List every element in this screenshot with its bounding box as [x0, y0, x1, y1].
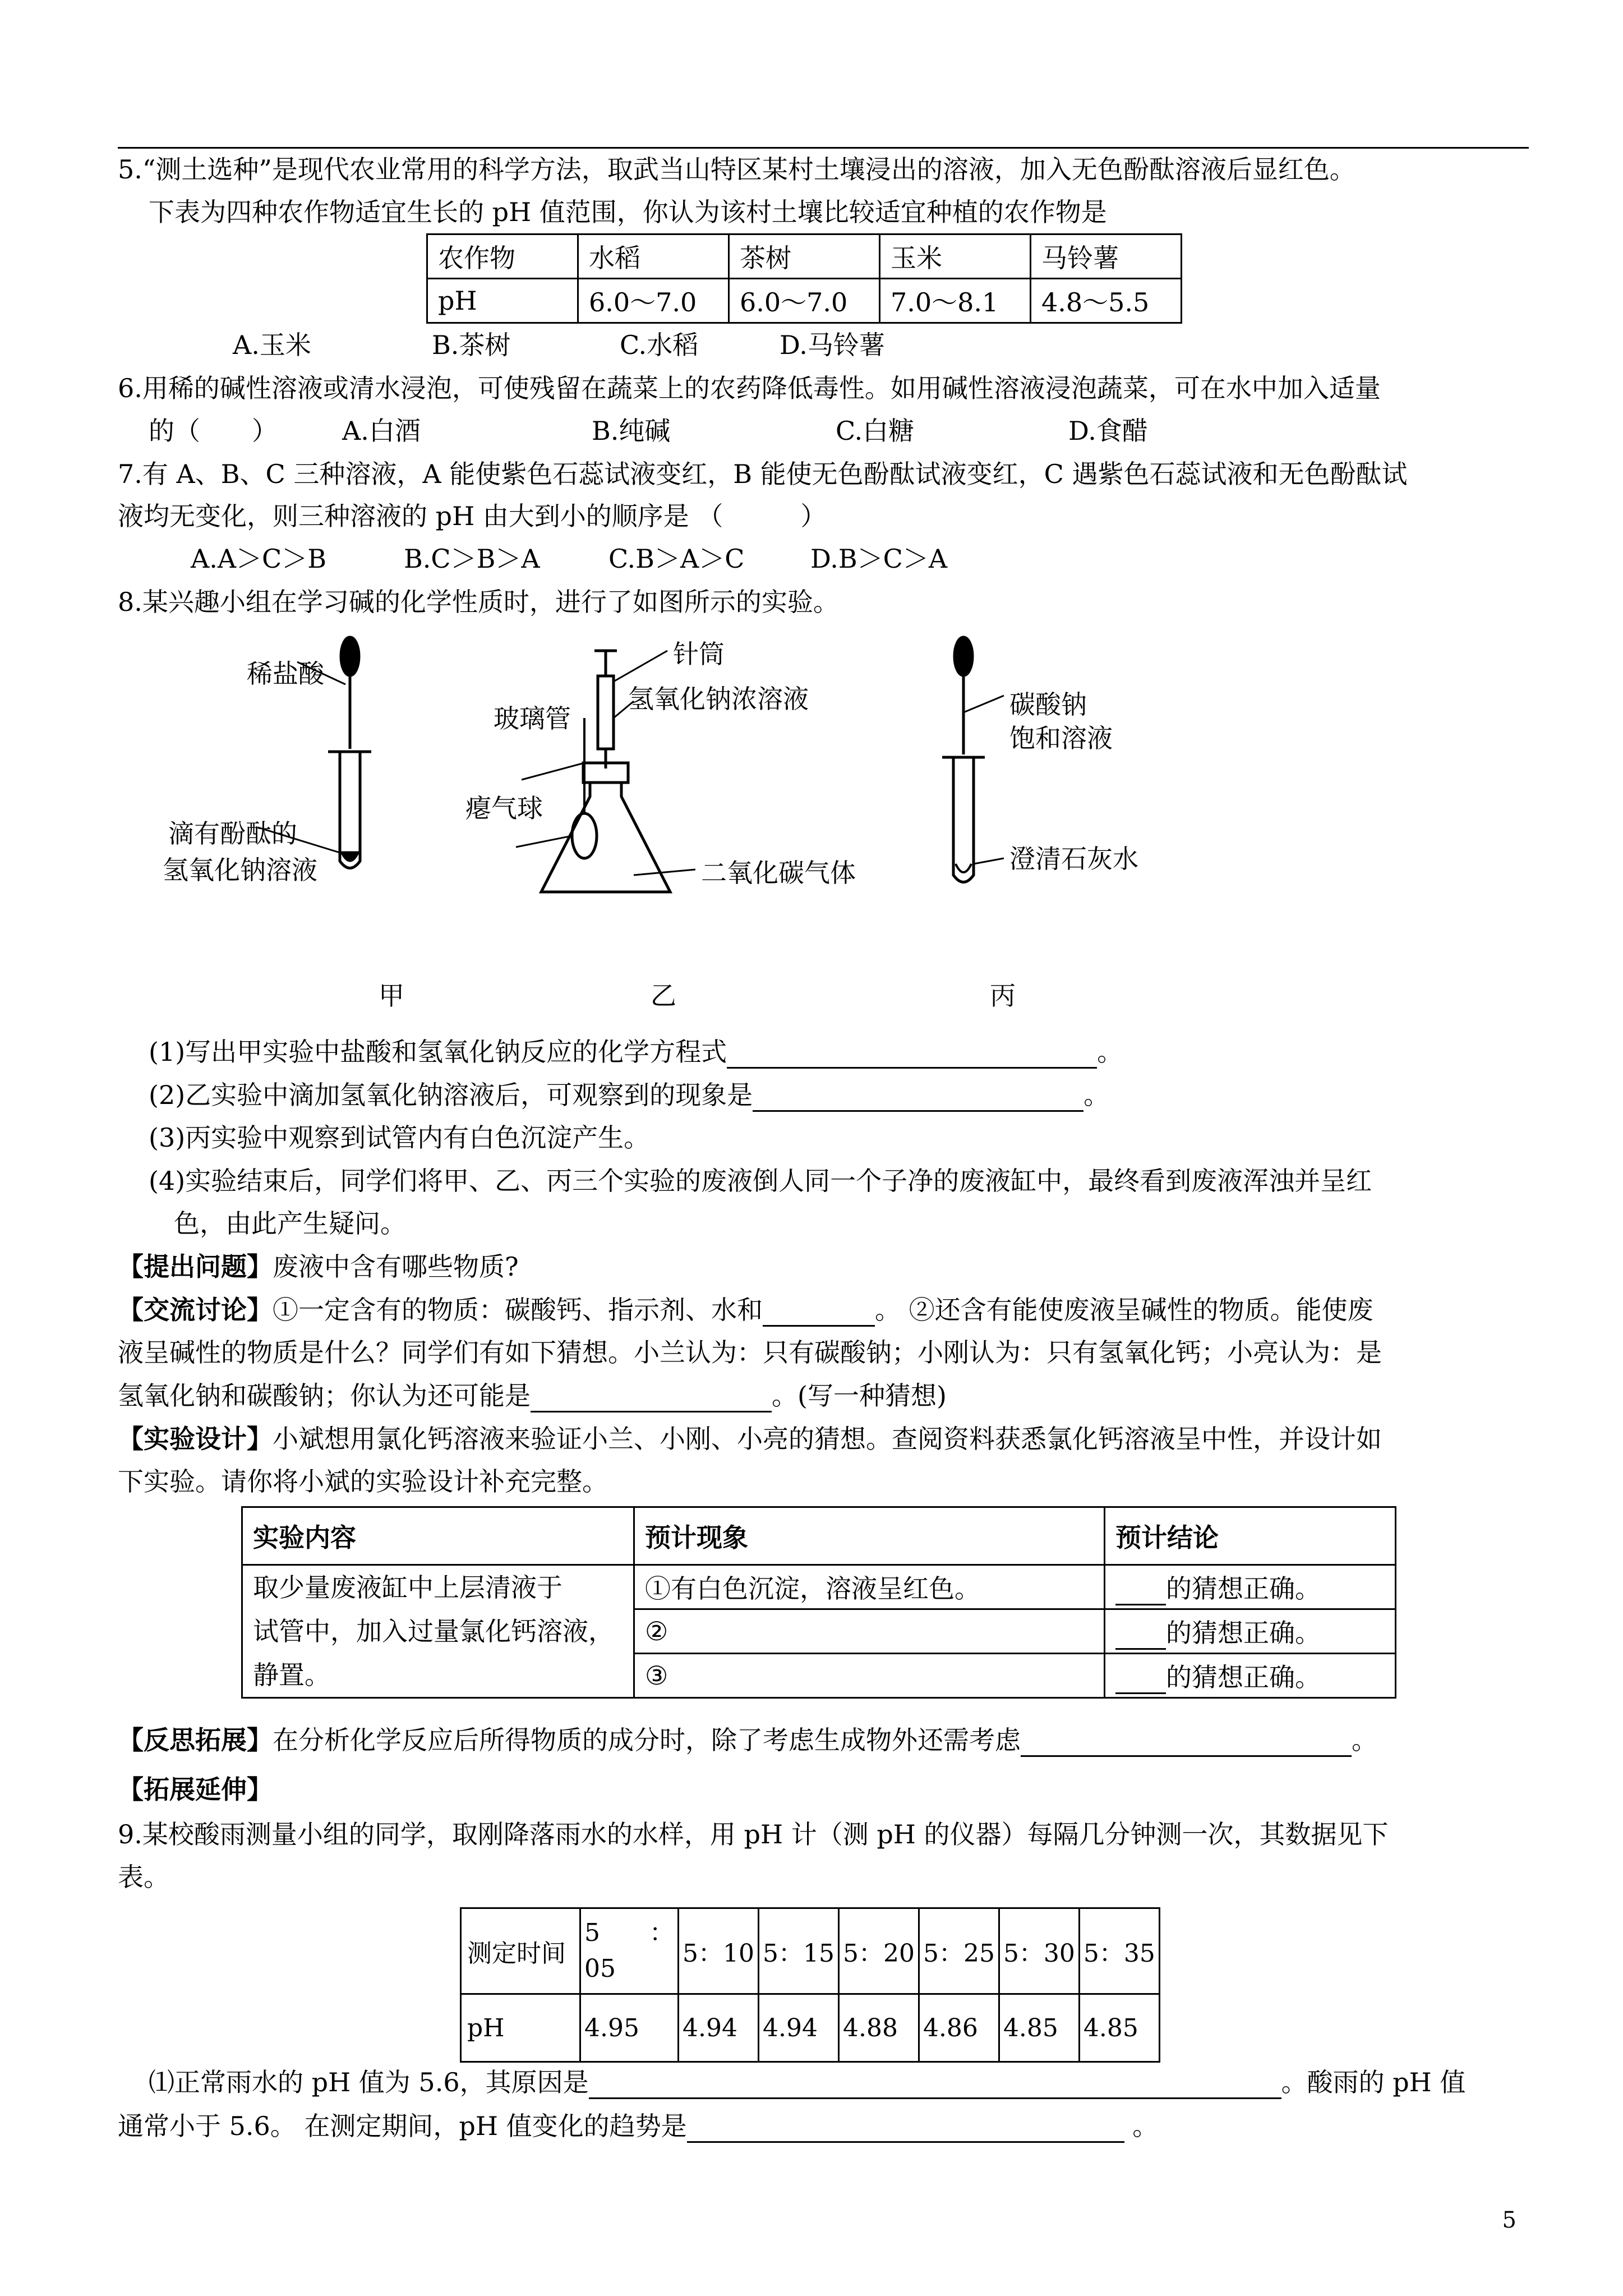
table-cell: 4.85 [999, 1994, 1079, 2062]
label-naoh-solution: 氢氧化钠溶液 [163, 855, 317, 885]
table-row [461, 1908, 1160, 1994]
table-cell: 7.0～8.1 [880, 279, 1031, 323]
table-cell: 4.85 [1079, 1994, 1159, 2062]
label-saturated-solution: 饱和溶液 [1009, 723, 1113, 753]
table-cell: 5：15 [758, 1908, 838, 1994]
q9-sub2-text: 通常小于 5.6。 在测定期间，pH 值变化的趋势是 [118, 2111, 687, 2141]
discuss-text: ①一定含有的物质：碳酸钙、指示剂、水和 [273, 1295, 763, 1325]
q6-option-b: B.纯碱 [592, 416, 671, 446]
period: 。 [1083, 1080, 1110, 1110]
q7-line1: 7.有 A、B、C 三种溶液，A 能使紫色石蕊试液变红，B 能使无色酚酞试液变红，C 遇紫色石蕊试液和无色酚酞试 [118, 459, 1408, 489]
table-cell: 5：35 [1079, 1908, 1159, 1994]
q6-option-a: A.白酒 [342, 416, 421, 446]
ask-text: 废液中含有哪些物质? [273, 1251, 519, 1282]
table-cell: 农作物 [427, 234, 578, 279]
q9-sub2 [118, 2109, 1158, 2143]
flask-yi [516, 718, 695, 892]
q8-design-table [241, 1506, 1396, 1699]
q8-sub1 [149, 1035, 1123, 1069]
label-limewater: 澄清石灰水 [1009, 844, 1138, 874]
table-cell: 5：10 [679, 1908, 759, 1994]
answer-blank[interactable] [589, 2069, 1281, 2099]
table-cell: 水稻 [578, 234, 729, 279]
table-cell: 4.86 [919, 1994, 999, 2062]
table-row [242, 1565, 1396, 1609]
caption-bing: 丙 [990, 981, 1016, 1011]
q8-intro: 8.某兴趣小组在学习碱的化学性质时，进行了如图所示的实验。 [118, 587, 839, 617]
section-head: 【反思拓展】 [118, 1725, 273, 1755]
table-cell: 4.8～5.5 [1031, 279, 1182, 323]
conclusion-cell [1105, 1565, 1396, 1609]
q8-design-line1 [118, 1422, 1382, 1456]
table-cell: 4.95 [580, 1994, 679, 2062]
table-cell: 4.94 [758, 1994, 838, 2062]
answer-blank[interactable] [727, 1039, 1097, 1069]
q6-line2: 的（ ） [149, 416, 278, 446]
conclusion-text: 的猜想正确。 [1166, 1662, 1321, 1692]
label-co2-gas: 二氧化碳气体 [701, 858, 856, 888]
discuss-text: 。(写一种猜想) [772, 1381, 947, 1411]
phenomenon-cell: ③ [634, 1654, 1105, 1698]
q5-line1: 5.“测土选种”是现代农业常用的科学方法，取武当山特区某村土壤浸出的溶液，加入无色酚酞溶液后显红色。 [118, 154, 1355, 185]
label-syringe: 针筒 [673, 639, 725, 669]
content-line: 试管中，加入过量氯化钙溶液， [253, 1616, 614, 1646]
content-line: 取少量废液缸中上层清液于 [253, 1572, 562, 1603]
table-cell: 4.94 [679, 1994, 759, 2062]
conclusion-text: 的猜想正确。 [1166, 1618, 1321, 1648]
q9-sub1 [149, 2065, 1465, 2099]
design-text: 小斌想用氯化钙溶液来验证小兰、小刚、小亮的猜想。查阅资料获悉氯化钙溶液呈中性，并设计如 [273, 1424, 1382, 1454]
q8-discuss-line2: 液呈碱性的物质是什么？同学们有如下猜想。小兰认为：只有碳酸钠；小刚认为：只有氢氧化钙；小亮认为：是 [118, 1337, 1382, 1368]
q7-option-b: B.C＞B＞A [404, 544, 540, 574]
label-dilute-hcl: 稀盐酸 [247, 659, 324, 689]
table-header: 预计结论 [1105, 1507, 1396, 1565]
answer-blank[interactable] [1115, 1623, 1166, 1650]
q9-sub1-text: ⑴正常雨水的 pH 值为 5.6，其原因是 [149, 2067, 589, 2097]
top-rule [118, 147, 1529, 149]
q8-ask [118, 1250, 519, 1283]
table-header: 预计现象 [634, 1507, 1105, 1565]
table-cell: 5：30 [999, 1908, 1079, 1994]
conclusion-cell [1105, 1654, 1396, 1698]
label-glass-tube: 玻璃管 [494, 703, 571, 734]
q5-option-a: A.玉米 [233, 330, 311, 360]
q9-line2: 表。 [118, 1862, 169, 1892]
q9-sub1-tail: 。酸雨的 pH 值 [1281, 2067, 1466, 2097]
section-head: 【实验设计】 [118, 1424, 273, 1454]
table-cell: 5：20 [838, 1908, 919, 1994]
time-part: 05 [584, 1954, 616, 1983]
table-cell: 马铃薯 [1031, 234, 1182, 279]
table-cell: pH [427, 279, 578, 323]
table-cell: 4.88 [838, 1994, 919, 2062]
table-cell: 玉米 [880, 234, 1031, 279]
table-row [427, 279, 1182, 323]
q8-experiment-figure [129, 628, 1183, 942]
conclusion-cell [1105, 1609, 1396, 1654]
caption-yi: 乙 [651, 981, 676, 1011]
q5-crop-table [426, 233, 1182, 324]
q8-discuss-line1 [118, 1293, 1373, 1327]
q5-line2: 下表为四种农作物适宜生长的 pH 值范围，你认为该村土壤比较适宜种植的农作物是 [149, 197, 1107, 227]
q8-discuss-line3 [118, 1379, 947, 1412]
table-header: 实验内容 [242, 1507, 634, 1565]
experiment-content-cell [242, 1565, 634, 1698]
q8-sub3: (3)丙实验中观察到试管内有白色沉淀产生。 [149, 1122, 650, 1153]
answer-blank[interactable] [687, 2113, 1124, 2143]
q7-option-a: A.A＞C＞B [191, 544, 327, 574]
table-cell: 5：25 [919, 1908, 999, 1994]
q6-line1: 6.用稀的碱性溶液或清水浸泡，可使残留在蔬菜上的农药降低毒性。如用碱性溶液浸泡蔬菜，可在水中加入适量 [118, 373, 1381, 403]
q9-ph-table [460, 1907, 1160, 2063]
page-number: 5 [1502, 2207, 1516, 2233]
content-line: 静置。 [253, 1660, 330, 1690]
table-row [427, 234, 1182, 279]
label-phenolphthalein: 滴有酚酞的 [168, 818, 297, 849]
period: 。 [1097, 1037, 1123, 1067]
table-cell: pH [461, 1994, 580, 2062]
q6-option-d: D.食醋 [1068, 416, 1148, 446]
q8-sub4-line1: (4)实验结束后，同学们将甲、乙、丙三个实验的废液倒人同一个子净的废液缸中，最终看到废液浑浊并呈红 [149, 1166, 1372, 1196]
answer-blank[interactable] [753, 1082, 1083, 1112]
period: 。 [1352, 1725, 1377, 1755]
table-cell: 6.0～7.0 [578, 279, 729, 323]
table-row [461, 1994, 1160, 2062]
answer-blank[interactable] [1115, 1579, 1166, 1605]
caption-jia: 甲 [379, 981, 404, 1011]
label-sodium-carbonate: 碳酸钠 [1009, 689, 1087, 720]
q5-option-d: D.马铃薯 [780, 330, 885, 360]
table-cell: 测定时间 [461, 1908, 580, 1994]
q9-sub2-tail: 。 [1124, 2111, 1159, 2141]
q8-design-line2: 下实验。请你将小斌的实验设计补充完整。 [118, 1466, 608, 1497]
q8-reflect [118, 1723, 1377, 1757]
q5-option-b: B.茶树 [432, 330, 511, 360]
q9-line1: 9.某校酸雨测量小组的同学，取刚降落雨水的水样，用 pH 计（测 pH 的仪器）每隔几分钟测一次，其数据见下 [118, 1819, 1389, 1849]
section-head: 【交流讨论】 [118, 1295, 273, 1325]
conclusion-text: 的猜想正确。 [1166, 1573, 1321, 1604]
dropper-bing [955, 637, 1004, 754]
phenomenon-cell: ② [634, 1609, 1105, 1654]
q5-option-c: C.水稻 [620, 330, 699, 360]
test-tube-bing [942, 757, 1004, 882]
q7-option-c: C.B＞A＞C [608, 544, 745, 574]
answer-blank[interactable] [1021, 1727, 1352, 1757]
q8-sub2-text: (2)乙实验中滴加氢氧化钠溶液后，可观察到的现象是 [149, 1080, 753, 1110]
time-part: 5 ： [584, 1918, 674, 1947]
section-head: 【提出问题】 [118, 1251, 273, 1282]
answer-blank[interactable] [531, 1383, 772, 1412]
phenomenon-cell: ①有白色沉淀，溶液呈红色。 [634, 1565, 1105, 1609]
table-row [242, 1507, 1396, 1565]
table-cell: 6.0～7.0 [729, 279, 880, 323]
q8-sub1-text: (1)写出甲实验中盐酸和氢氧化钠反应的化学方程式 [149, 1037, 727, 1067]
table-cell [580, 1908, 679, 1994]
label-deflated-balloon: 瘪气球 [465, 793, 543, 823]
q7-line2: 液均无变化，则三种溶液的 pH 由大到小的顺序是 （ ） [118, 501, 827, 531]
table-cell: 茶树 [729, 234, 880, 279]
q7-option-d: D.B＞C＞A [810, 544, 948, 574]
q8-sub4-line2: 色，由此产生疑问。 [174, 1208, 406, 1239]
answer-blank[interactable] [763, 1297, 875, 1327]
q6-option-c: C.白糖 [836, 416, 915, 446]
answer-blank[interactable] [1115, 1668, 1166, 1694]
extension-heading: 【拓展延伸】 [118, 1774, 273, 1805]
label-conc-naoh: 氢氧化钠浓溶液 [628, 684, 809, 714]
q8-sub2 [149, 1078, 1109, 1112]
discuss-text: 氢氧化钠和碳酸钠；你认为还可能是 [118, 1381, 531, 1411]
discuss-text: 。 ②还含有能使废液呈碱性的物质。能使废 [875, 1295, 1373, 1325]
reflect-text: 在分析化学反应后所得物质的成分时，除了考虑生成物外还需考虑 [273, 1725, 1021, 1755]
